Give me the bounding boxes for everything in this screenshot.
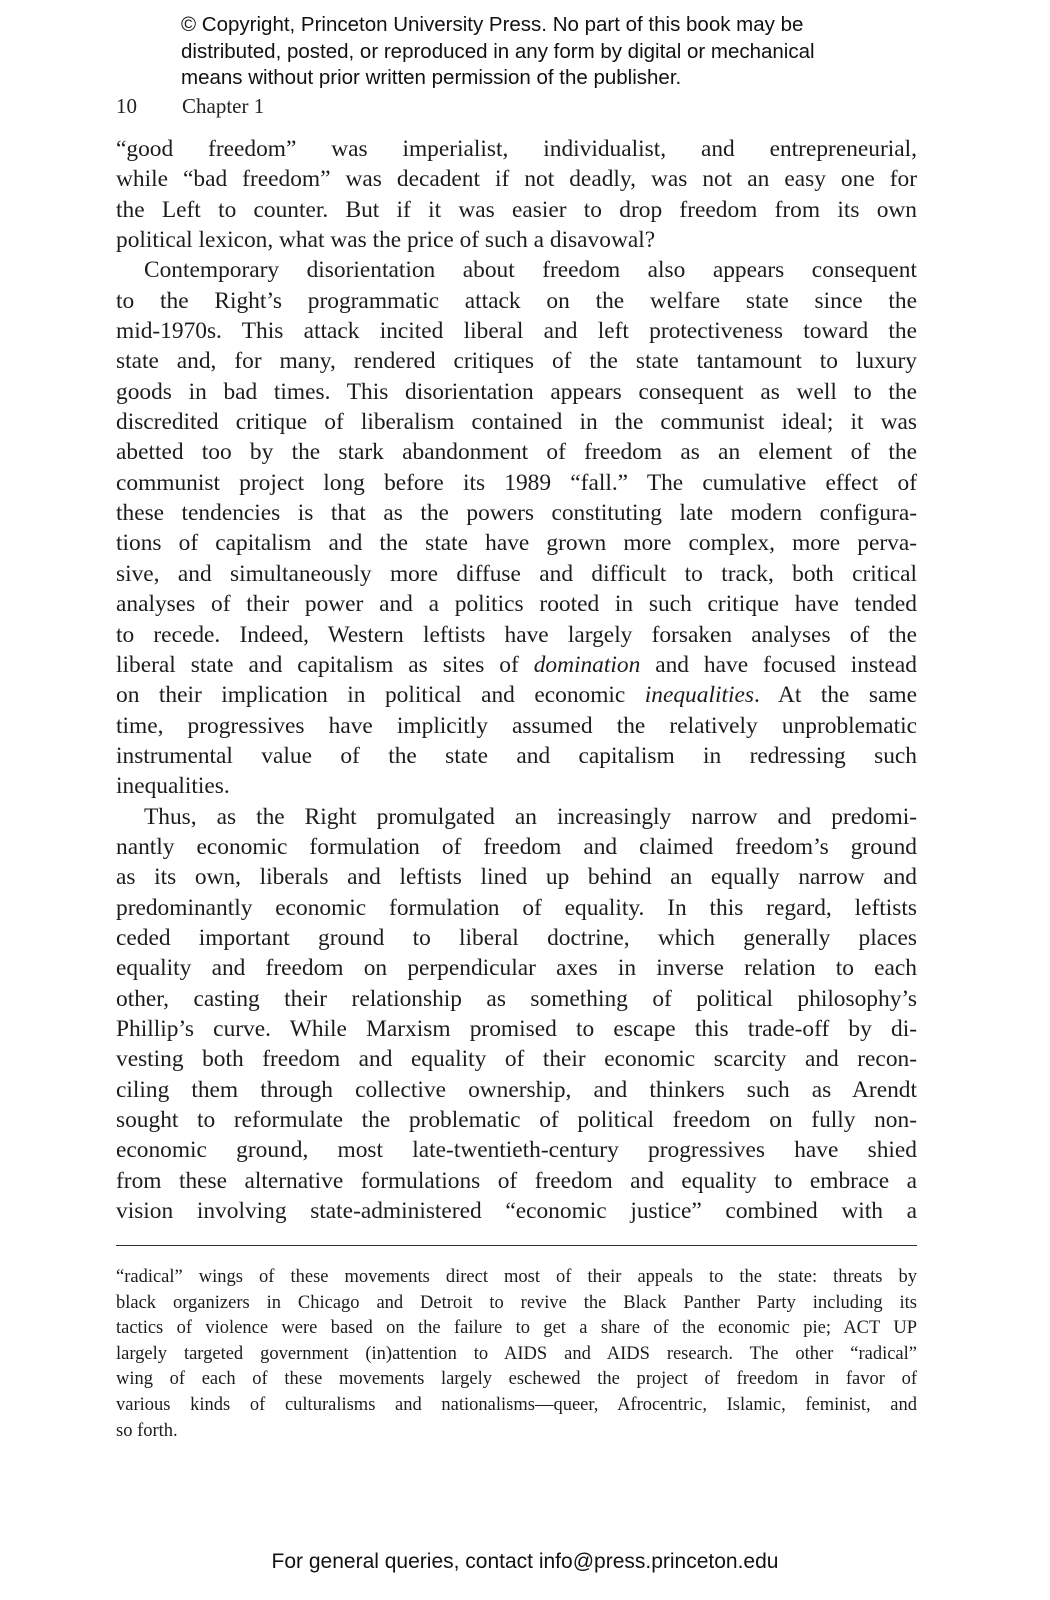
text-line: to recede. Indeed, Western leftists have largely forsaken analyses of the xyxy=(116,621,917,648)
copyright-notice xyxy=(181,12,941,92)
copyright-line: distributed, posted, or reproduced in any form by digital or mechanical xyxy=(181,39,815,63)
text-line: abetted too by the stark abandonment of freedom as an element of the xyxy=(116,439,917,466)
text-line: mid-1970s. This attack incited liberal and left protectiveness toward the xyxy=(116,318,917,345)
text-line: predominantly economic formulation of equality. In this regard, leftists xyxy=(116,894,917,921)
text-line: tions of capitalism and the state have grown more complex, more perva- xyxy=(116,530,917,557)
text-line: equality and freedom on perpendicular axes in inverse relation to each xyxy=(116,955,917,982)
text-line: goods in bad times. This disorientation appears consequent as well to the xyxy=(116,378,917,405)
contact-line: For general queries, contact info@press.princeton.edu xyxy=(271,1550,779,1573)
text-line: nantly economic formulation of freedom and claimed freedom’s ground xyxy=(116,833,917,860)
text-line: other, casting their relationship as something of political philosophy’s xyxy=(116,985,917,1012)
text-line: as its own, liberals and leftists lined up behind an equally narrow and xyxy=(116,864,917,891)
text-line: state and, for many, rendered critiques of the state tantamount to luxury xyxy=(116,348,917,375)
text-line: inequalities. xyxy=(116,773,230,800)
text-line: liberal state and capitalism as sites of domination and have focused instead xyxy=(116,651,917,678)
text-line: discredited critique of liberalism contained in the communist ideal; it was xyxy=(116,409,917,436)
copyright-line: means without prior written permission of the publisher. xyxy=(181,66,682,89)
text-line: vision involving state-administered “economic justice” combined with a xyxy=(116,1198,917,1225)
paragraph-1 xyxy=(116,134,917,255)
text-line: Phillip’s curve. While Marxism promised to escape this trade-off by di- xyxy=(116,1015,917,1042)
footnote-line: tactics of violence were based on the failure to get a share of the economic pie; ACT UP xyxy=(116,1318,917,1339)
text-line: Contemporary disorientation about freedom also appears consequent xyxy=(144,257,917,284)
text-line: Thus, as the Right promulgated an increasingly narrow and predomi- xyxy=(144,803,917,830)
footnote-rule xyxy=(116,1245,917,1246)
text-line: ceded important ground to liberal doctrine, which generally places xyxy=(116,924,917,951)
body-text xyxy=(116,134,917,1226)
footnote-line: largely targeted government (in)attention to AIDS and AIDS research. The other “radical” xyxy=(116,1343,917,1364)
footnote-line: black organizers in Chicago and Detroit to revive the Black Panther Party including its xyxy=(116,1292,917,1313)
text-line: instrumental value of the state and capitalism in redressing such xyxy=(116,742,917,769)
footnote-line: wing of each of these movements largely eschewed the project of freedom in favor of xyxy=(116,1369,917,1390)
text-line: time, progressives have implicitly assumed the relatively unproblematic xyxy=(116,712,917,739)
footnote xyxy=(116,1265,917,1444)
text-line: sought to reformulate the problematic of political freedom on fully non- xyxy=(116,1107,917,1133)
text-line: communist project long before its 1989 “fall.” The cumulative effect of xyxy=(116,469,917,496)
text-line: from these alternative formulations of freedom and equality to embrace a xyxy=(116,1167,917,1194)
footnote-line: “radical” wings of these movements direct most of their appeals to the state: threats by xyxy=(116,1267,917,1287)
text-line: political lexicon, what was the price of such a disavowal? xyxy=(116,227,656,254)
footnote-line: various kinds of culturalisms and nationalisms—queer, Afrocentric, Islamic, feminist, and xyxy=(116,1394,917,1415)
text-line: while “bad freedom” was decadent if not deadly, was not an easy one for xyxy=(116,166,917,193)
text-line: the Left to counter. But if it was easier to drop freedom from its own xyxy=(116,196,917,223)
text-line: analyses of their power and a politics rooted in such critique have tended xyxy=(116,591,917,618)
emphasized-word: inequalities xyxy=(644,682,754,709)
running-head xyxy=(116,93,264,119)
text-line: these tendencies is that as the powers constituting late modern configura- xyxy=(116,500,917,527)
text-line: to the Right’s programmatic attack on the welfare state since the xyxy=(116,287,917,314)
page-number: 10 xyxy=(116,94,137,118)
paragraph-2 xyxy=(116,255,917,801)
footnote-line: so forth. xyxy=(116,1420,178,1441)
text-line: “good freedom” was imperialist, individualist, and entrepreneurial, xyxy=(116,136,917,162)
text-line: vesting both freedom and equality of their economic scarcity and recon- xyxy=(116,1046,917,1073)
text-line: on their implication in political and economic inequalities. At the same xyxy=(116,682,917,709)
paragraph-3 xyxy=(116,802,917,1227)
copyright-line: © Copyright, Princeton University Press. No part of this book may be xyxy=(181,13,804,36)
text-line: ciling them through collective ownership, and thinkers such as Arendt xyxy=(116,1076,917,1103)
emphasized-word: domination xyxy=(533,651,641,678)
text-line: economic ground, most late-twentieth-century progressives have shied xyxy=(116,1137,917,1164)
chapter-title: Chapter 1 xyxy=(182,94,265,118)
text-line: sive, and simultaneously more diffuse and difficult to track, both critical xyxy=(116,560,917,587)
